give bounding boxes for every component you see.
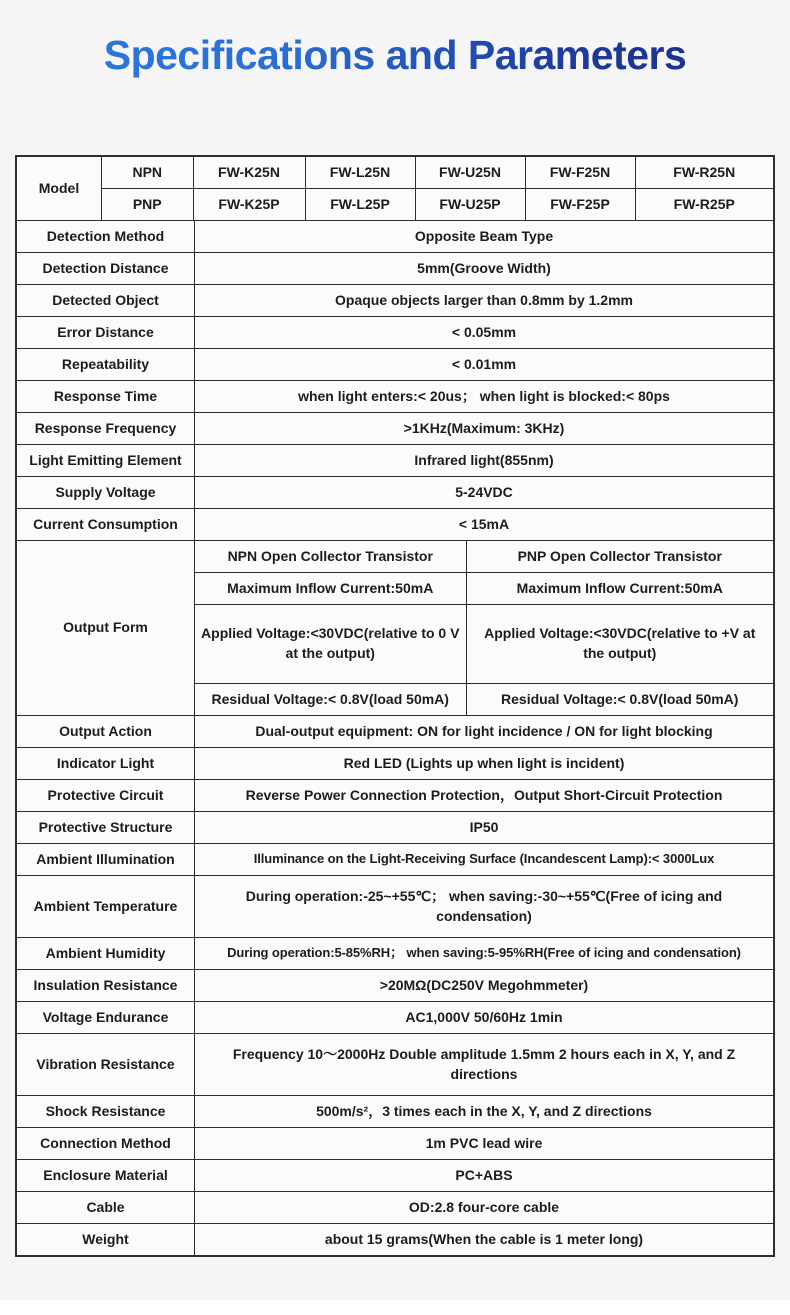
spec-label: Vibration Resistance — [17, 1034, 195, 1095]
spec-label: Current Consumption — [17, 509, 195, 540]
spec-row-insulation-resistance — [17, 969, 773, 1001]
spec-value: Opposite Beam Type — [414, 227, 554, 244]
spec-label: Indicator Light — [17, 748, 195, 779]
spec-row-repeatability — [17, 348, 773, 380]
model-number: FW-L25P — [306, 189, 416, 220]
spec-row-error-distance — [17, 316, 773, 348]
spec-value: 500m/s²，3 times each in the X, Y, and Z directions — [316, 1102, 652, 1119]
spec-label: Response Time — [17, 381, 195, 412]
spec-value: 5-24VDC — [455, 483, 513, 500]
bottom-strip — [0, 1300, 790, 1315]
spec-label: Ambient Temperature — [17, 876, 195, 937]
spec-value: < 0.01mm — [451, 355, 517, 372]
spec-row-enclosure-material — [17, 1159, 773, 1191]
spec-label: Detection Method — [17, 221, 195, 252]
model-number: FW-L25N — [306, 157, 416, 188]
spec-row-ambient-humidity — [17, 937, 773, 969]
model-number: FW-F25P — [526, 189, 636, 220]
spec-label: Cable — [17, 1192, 195, 1223]
spec-value: Opaque objects larger than 0.8mm by 1.2mm — [335, 291, 633, 308]
spec-label: Error Distance — [17, 317, 195, 348]
spec-row-cable — [17, 1191, 773, 1223]
spec-row-current-consumption — [17, 508, 773, 540]
spec-value: Illuminance on the Light-Receiving Surface (Incandescent Lamp):< 3000Lux — [253, 851, 715, 867]
spec-row-shock-resistance — [17, 1095, 773, 1127]
output-form-row — [17, 540, 773, 715]
spec-value: about 15 grams(When the cable is 1 meter long) — [324, 1230, 644, 1247]
spec-row-response-frequency — [17, 412, 773, 444]
spec-label: Ambient Illumination — [17, 844, 195, 875]
spec-value: During operation:-25~+55℃； when saving:-30~+55℃(Free of icing and condensation) — [245, 887, 723, 924]
output-form-grid — [195, 541, 773, 715]
spec-row-detection-distance — [17, 252, 773, 284]
spec-value: 1m PVC lead wire — [425, 1134, 543, 1151]
spec-row-ambient-illumination — [17, 843, 773, 875]
spec-row-light-emitting-element — [17, 444, 773, 476]
spec-label: Response Frequency — [17, 413, 195, 444]
spec-value: PC+ABS — [455, 1166, 513, 1183]
spec-value: Reverse Power Connection Protection，Output Short-Circuit Protection — [245, 786, 723, 803]
spec-label: Insulation Resistance — [17, 970, 195, 1001]
spec-label: Shock Resistance — [17, 1096, 195, 1127]
spec-value: AC1,000V 50/60Hz 1min — [405, 1008, 563, 1025]
spec-label: Protective Structure — [17, 812, 195, 843]
model-label: Model — [17, 157, 102, 220]
spec-row-ambient-temperature — [17, 875, 773, 937]
spec-value: IP50 — [469, 818, 499, 835]
spec-label: Voltage Endurance — [17, 1002, 195, 1033]
model-type-npn: NPN — [102, 157, 194, 188]
spec-value: Dual-output equipment: ON for light incidence / ON for light blocking — [255, 722, 713, 739]
model-number: FW-F25N — [526, 157, 636, 188]
spec-value: Frequency 10～2000Hz Double amplitude 1.5mm 2 hours each in X, Y, and Z directions — [232, 1045, 736, 1082]
spec-value: OD:2.8 four-core cable — [408, 1198, 560, 1215]
model-number: FW-K25N — [194, 157, 306, 188]
spec-value: 5mm(Groove Width) — [417, 259, 551, 276]
spec-value: < 0.05mm — [451, 323, 517, 340]
output-form-pnp-cell: PNP Open Collector Transistor — [517, 547, 722, 564]
spec-value: During operation:5-85%RH； when saving:5-95%RH(Free of icing and condensation) — [227, 945, 741, 961]
model-variants — [102, 157, 773, 220]
output-form-npn-cell: Maximum Inflow Current:50mA — [195, 573, 467, 604]
model-number: FW-K25P — [194, 189, 306, 220]
output-form-npn-cell: Residual Voltage:< 0.8V(load 50mA) — [195, 684, 467, 715]
output-form-transistor-row — [195, 541, 773, 572]
spec-row-protective-structure — [17, 811, 773, 843]
spec-label: Output Action — [17, 716, 195, 747]
spec-row-weight — [17, 1223, 773, 1255]
pnp-models-row — [102, 188, 773, 220]
spec-label: Output Form — [17, 541, 195, 715]
spec-value: when light enters:< 20us； when light is blocked:< 80ps — [298, 387, 670, 404]
spec-row-vibration-resistance — [17, 1033, 773, 1095]
spec-label: Supply Voltage — [17, 477, 195, 508]
output-form-npn-cell: NPN Open Collector Transistor — [195, 541, 467, 572]
spec-row-supply-voltage — [17, 476, 773, 508]
spec-label: Detection Distance — [17, 253, 195, 284]
spec-label: Weight — [17, 1224, 195, 1255]
model-number: FW-R25N — [673, 163, 736, 180]
spec-row-protective-circuit — [17, 779, 773, 811]
spec-row-response-time — [17, 380, 773, 412]
output-form-pnp-cell: Residual Voltage:< 0.8V(load 50mA) — [501, 690, 739, 707]
output-form-pnp-cell: Maximum Inflow Current:50mA — [516, 579, 723, 596]
page-title: Specifications and Parameters — [0, 32, 790, 79]
spec-value: >20MΩ(DC250V Megohmmeter) — [379, 976, 589, 993]
spec-value: Infrared light(855nm) — [414, 451, 554, 468]
model-number: FW-U25N — [416, 157, 526, 188]
spec-label: Protective Circuit — [17, 780, 195, 811]
model-header-row — [17, 157, 773, 220]
spec-value: >1KHz(Maximum: 3KHz) — [403, 419, 565, 436]
output-form-residual-voltage-row — [195, 683, 773, 715]
model-number: FW-U25P — [416, 189, 526, 220]
spec-label: Repeatability — [17, 349, 195, 380]
spec-row-voltage-endurance — [17, 1001, 773, 1033]
spec-row-output-action — [17, 715, 773, 747]
output-form-inflow-row — [195, 572, 773, 604]
model-type-pnp: PNP — [102, 189, 194, 220]
spec-label: Ambient Humidity — [17, 938, 195, 969]
spec-label: Detected Object — [17, 285, 195, 316]
spec-row-connection-method — [17, 1127, 773, 1159]
spec-value: < 15mA — [458, 515, 510, 532]
spec-row-indicator-light — [17, 747, 773, 779]
npn-models-row — [102, 157, 773, 188]
spec-value: Red LED (Lights up when light is incident) — [343, 754, 625, 771]
spec-label: Light Emitting Element — [17, 445, 195, 476]
spec-row-detected-object — [17, 284, 773, 316]
model-number: FW-R25P — [673, 195, 735, 212]
spec-label: Connection Method — [17, 1128, 195, 1159]
specifications-table — [15, 155, 775, 1257]
spec-row-detection-method — [17, 220, 773, 252]
spec-label: Enclosure Material — [17, 1160, 195, 1191]
output-form-applied-voltage-row — [195, 604, 773, 683]
output-form-npn-cell: Applied Voltage:<30VDC(relative to 0 V at the output) — [195, 605, 467, 683]
output-form-pnp-cell: Applied Voltage:<30VDC(relative to +V at the output) — [484, 625, 756, 661]
